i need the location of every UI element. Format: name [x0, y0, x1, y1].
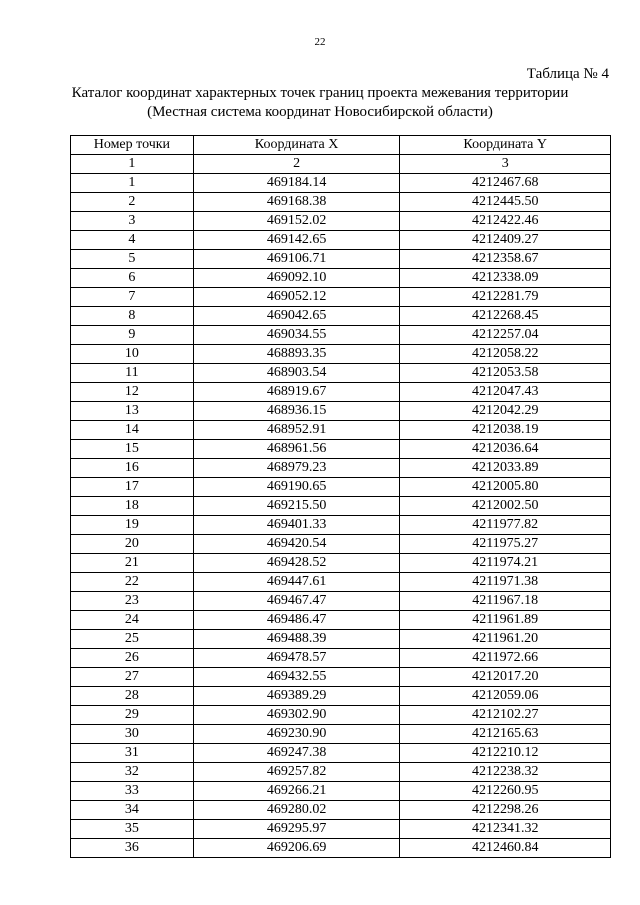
coordinate-x-cell: 469042.65	[193, 307, 400, 326]
coordinate-y-cell: 4212358.67	[400, 250, 611, 269]
column-number-row	[71, 155, 611, 174]
coordinate-x-cell: 469206.69	[193, 839, 400, 858]
coordinate-x-cell: 469295.97	[193, 820, 400, 839]
table-row	[71, 630, 611, 649]
coordinate-y-cell: 4212102.27	[400, 706, 611, 725]
coordinate-y-cell: 4211967.18	[400, 592, 611, 611]
coordinate-y-cell: 4212036.64	[400, 440, 611, 459]
coordinate-y-cell: 4212281.79	[400, 288, 611, 307]
table-row	[71, 573, 611, 592]
table-row	[71, 687, 611, 706]
table-row	[71, 440, 611, 459]
point-number-cell: 8	[71, 307, 194, 326]
coordinate-y-cell: 4212165.63	[400, 725, 611, 744]
table-row	[71, 459, 611, 478]
table-row	[71, 231, 611, 250]
table-row	[71, 801, 611, 820]
point-number-cell: 22	[71, 573, 194, 592]
table-row	[71, 592, 611, 611]
point-number-cell: 30	[71, 725, 194, 744]
point-number-cell: 34	[71, 801, 194, 820]
point-number-cell: 10	[71, 345, 194, 364]
coordinate-x-cell: 469389.29	[193, 687, 400, 706]
coordinate-x-cell: 469247.38	[193, 744, 400, 763]
table-row	[71, 174, 611, 193]
point-number-cell: 15	[71, 440, 194, 459]
coordinate-y-cell: 4211977.82	[400, 516, 611, 535]
coordinate-y-cell: 4212002.50	[400, 497, 611, 516]
coordinate-x-cell: 469142.65	[193, 231, 400, 250]
point-number-cell: 24	[71, 611, 194, 630]
coordinate-x-cell: 469215.50	[193, 497, 400, 516]
table-row	[71, 193, 611, 212]
coordinate-y-cell: 4212460.84	[400, 839, 611, 858]
table-row	[71, 383, 611, 402]
coordinate-x-cell: 469190.65	[193, 478, 400, 497]
coordinate-y-cell: 4212042.29	[400, 402, 611, 421]
point-number-cell: 36	[71, 839, 194, 858]
point-number-cell: 12	[71, 383, 194, 402]
coordinate-y-cell: 4212298.26	[400, 801, 611, 820]
coordinate-y-cell: 4212409.27	[400, 231, 611, 250]
coordinate-y-cell: 4212005.80	[400, 478, 611, 497]
coordinate-y-cell: 4212257.04	[400, 326, 611, 345]
coordinate-x-cell: 469478.57	[193, 649, 400, 668]
coordinate-x-cell: 469052.12	[193, 288, 400, 307]
point-number-cell: 33	[71, 782, 194, 801]
header-coordinate-y: Координата Y	[400, 136, 611, 155]
table-row	[71, 782, 611, 801]
point-number-cell: 26	[71, 649, 194, 668]
coordinate-x-cell: 469266.21	[193, 782, 400, 801]
coordinate-x-cell: 469467.47	[193, 592, 400, 611]
point-number-cell: 27	[71, 668, 194, 687]
coordinate-y-cell: 4211961.89	[400, 611, 611, 630]
coordinate-x-cell: 468952.91	[193, 421, 400, 440]
coordinate-x-cell: 469092.10	[193, 269, 400, 288]
table-label: Таблица № 4	[526, 66, 609, 82]
table-row	[71, 649, 611, 668]
point-number-cell: 31	[71, 744, 194, 763]
coordinate-y-cell: 4212238.32	[400, 763, 611, 782]
coordinate-y-cell: 4212338.09	[400, 269, 611, 288]
coordinate-y-cell: 4212059.06	[400, 687, 611, 706]
point-number-cell: 9	[71, 326, 194, 345]
table-row	[71, 706, 611, 725]
table-row	[71, 668, 611, 687]
coordinate-y-cell: 4212467.68	[400, 174, 611, 193]
point-number-cell: 20	[71, 535, 194, 554]
coordinate-x-cell: 469230.90	[193, 725, 400, 744]
coordinate-x-cell: 469428.52	[193, 554, 400, 573]
table-row	[71, 535, 611, 554]
point-number-cell: 18	[71, 497, 194, 516]
point-number-cell: 2	[71, 193, 194, 212]
coordinate-y-cell: 4211961.20	[400, 630, 611, 649]
point-number-cell: 4	[71, 231, 194, 250]
point-number-cell: 13	[71, 402, 194, 421]
point-number-cell: 28	[71, 687, 194, 706]
column-number-3: 3	[400, 155, 611, 174]
coordinate-x-cell: 469106.71	[193, 250, 400, 269]
coordinate-x-cell: 468903.54	[193, 364, 400, 383]
table-row	[71, 326, 611, 345]
point-number-cell: 29	[71, 706, 194, 725]
point-number-cell: 16	[71, 459, 194, 478]
coordinate-x-cell: 469280.02	[193, 801, 400, 820]
table-row	[71, 364, 611, 383]
coordinate-y-cell: 4211974.21	[400, 554, 611, 573]
point-number-cell: 35	[71, 820, 194, 839]
table-row	[71, 497, 611, 516]
header-coordinate-x: Координата X	[193, 136, 400, 155]
coordinate-y-cell: 4212047.43	[400, 383, 611, 402]
coordinate-x-cell: 469486.47	[193, 611, 400, 630]
coordinate-x-cell: 468979.23	[193, 459, 400, 478]
table-title	[0, 84, 640, 122]
coordinate-y-cell: 4211972.66	[400, 649, 611, 668]
coordinate-y-cell: 4212053.58	[400, 364, 611, 383]
coordinate-x-cell: 469034.55	[193, 326, 400, 345]
coordinate-x-cell: 468893.35	[193, 345, 400, 364]
point-number-cell: 25	[71, 630, 194, 649]
table-row	[71, 345, 611, 364]
coordinate-x-cell: 469447.61	[193, 573, 400, 592]
point-number-cell: 5	[71, 250, 194, 269]
point-number-cell: 32	[71, 763, 194, 782]
coordinate-y-cell: 4212033.89	[400, 459, 611, 478]
coordinate-x-cell: 469168.38	[193, 193, 400, 212]
table-row	[71, 478, 611, 497]
point-number-cell: 6	[71, 269, 194, 288]
table-row	[71, 516, 611, 535]
coordinate-y-cell: 4212341.32	[400, 820, 611, 839]
table-row	[71, 269, 611, 288]
table-body	[71, 174, 611, 858]
column-number-1: 1	[71, 155, 194, 174]
coordinate-x-cell: 469302.90	[193, 706, 400, 725]
coordinate-x-cell: 469184.14	[193, 174, 400, 193]
coordinate-y-cell: 4212038.19	[400, 421, 611, 440]
table-row	[71, 839, 611, 858]
coordinate-y-cell: 4211971.38	[400, 573, 611, 592]
point-number-cell: 19	[71, 516, 194, 535]
table-row	[71, 611, 611, 630]
coordinate-x-cell: 468936.15	[193, 402, 400, 421]
point-number-cell: 1	[71, 174, 194, 193]
column-number-2: 2	[193, 155, 400, 174]
coordinate-x-cell: 469420.54	[193, 535, 400, 554]
header-row	[71, 136, 611, 155]
coordinate-y-cell: 4212268.45	[400, 307, 611, 326]
point-number-cell: 7	[71, 288, 194, 307]
coordinate-y-cell: 4211975.27	[400, 535, 611, 554]
coordinate-x-cell: 469401.33	[193, 516, 400, 535]
point-number-cell: 14	[71, 421, 194, 440]
table-row	[71, 725, 611, 744]
table-row	[71, 402, 611, 421]
title-line-1: Каталог координат характерных точек границ проекта межевания территории	[71, 85, 569, 101]
table-row	[71, 307, 611, 326]
point-number-cell: 11	[71, 364, 194, 383]
coordinate-y-cell: 4212445.50	[400, 193, 611, 212]
coordinate-y-cell: 4212058.22	[400, 345, 611, 364]
header-point-number: Номер точки	[71, 136, 194, 155]
point-number-cell: 21	[71, 554, 194, 573]
coordinate-x-cell: 469488.39	[193, 630, 400, 649]
coordinate-y-cell: 4212422.46	[400, 212, 611, 231]
page-number: 22	[314, 36, 326, 48]
table-row	[71, 288, 611, 307]
title-line-2: (Местная система координат Новосибирской области)	[147, 104, 493, 120]
point-number-cell: 17	[71, 478, 194, 497]
coordinate-x-cell: 469152.02	[193, 212, 400, 231]
table-row	[71, 250, 611, 269]
point-number-cell: 3	[71, 212, 194, 231]
table-row	[71, 212, 611, 231]
coordinate-y-cell: 4212210.12	[400, 744, 611, 763]
point-number-cell: 23	[71, 592, 194, 611]
coordinate-y-cell: 4212017.20	[400, 668, 611, 687]
coordinate-x-cell: 468919.67	[193, 383, 400, 402]
coordinate-x-cell: 468961.56	[193, 440, 400, 459]
coordinate-x-cell: 469432.55	[193, 668, 400, 687]
coordinates-table	[70, 135, 611, 858]
coordinate-x-cell: 469257.82	[193, 763, 400, 782]
table-row	[71, 820, 611, 839]
coordinate-y-cell: 4212260.95	[400, 782, 611, 801]
table-row	[71, 763, 611, 782]
table-row	[71, 744, 611, 763]
table-row	[71, 421, 611, 440]
table-row	[71, 554, 611, 573]
